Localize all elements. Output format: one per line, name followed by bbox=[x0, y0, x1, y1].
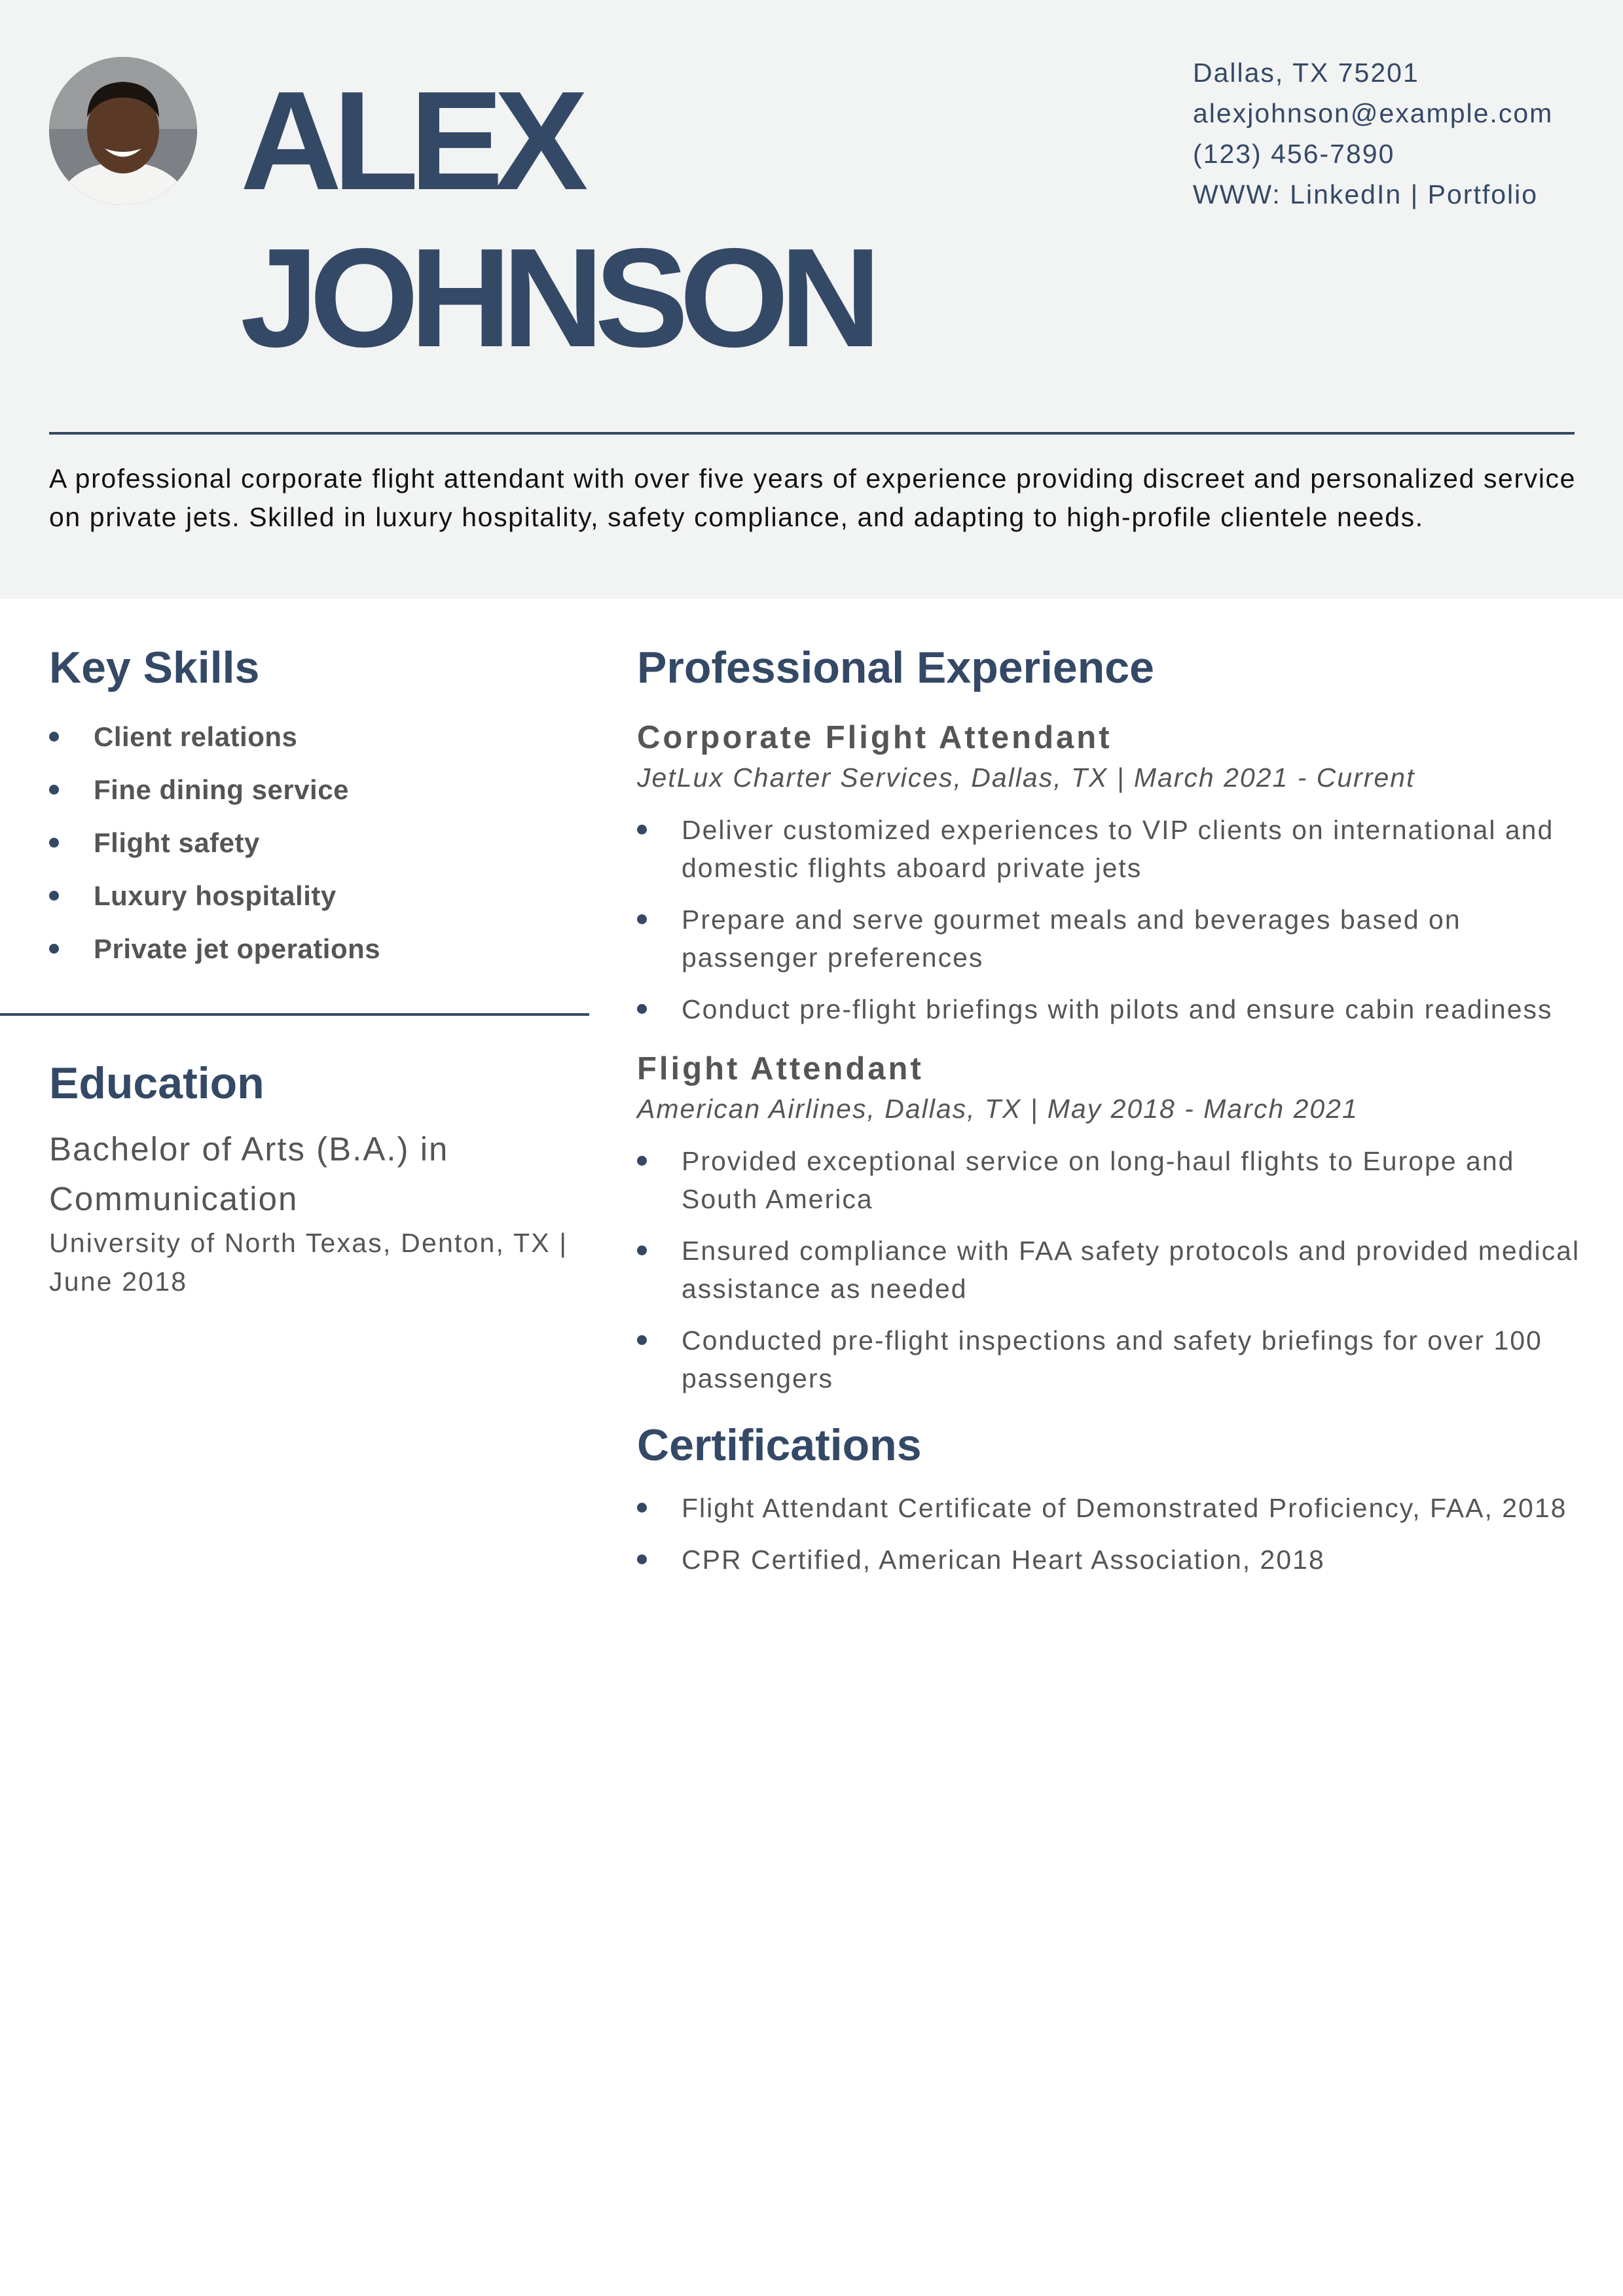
certifications-list bbox=[637, 1489, 1586, 1579]
skill-item bbox=[49, 763, 586, 816]
skill-label: Fine dining service bbox=[94, 774, 349, 805]
skill-item bbox=[49, 922, 586, 975]
contact-location: Dallas, TX 75201 bbox=[1193, 58, 1419, 88]
job-bullet-text: Conduct pre-flight briefings with pilots and ensure cabin readiness bbox=[682, 994, 1553, 1024]
job-bullet bbox=[637, 1321, 1586, 1397]
skills-divider bbox=[0, 1013, 589, 1016]
job-bullet-text: Provided exceptional service on long-haul flights to Europe and South America bbox=[682, 1146, 1515, 1214]
bullet-dot-icon bbox=[49, 891, 59, 901]
job-bullet bbox=[637, 811, 1586, 887]
first-name: ALEX bbox=[240, 62, 579, 219]
education-section bbox=[49, 1054, 586, 1301]
bullet-dot-icon bbox=[637, 1246, 647, 1255]
education-degree: Bachelor of Arts (B.A.) in Communication bbox=[49, 1130, 449, 1217]
bullet-dot-icon bbox=[637, 914, 647, 924]
job-bullet-text: Conducted pre-flight inspections and safety briefings for over 100 passengers bbox=[682, 1325, 1542, 1393]
skill-label: Luxury hospitality bbox=[94, 880, 337, 911]
job-entry bbox=[637, 1048, 1586, 1397]
job-entry bbox=[637, 717, 1586, 1028]
skill-label: Flight safety bbox=[94, 827, 260, 858]
job-bullet bbox=[637, 990, 1586, 1028]
job-bullet-text: Deliver customized experiences to VIP clients on international and domestic flights aboard private jets bbox=[682, 815, 1554, 883]
web-prefix: WWW: bbox=[1193, 179, 1281, 209]
job-bullets bbox=[637, 811, 1586, 1028]
bullet-dot-icon bbox=[49, 838, 59, 848]
job-bullet-text: Ensured compliance with FAA safety protocols and provided medical assistance as needed bbox=[682, 1236, 1580, 1304]
last-name: JOHNSON bbox=[240, 219, 873, 376]
skill-item bbox=[49, 869, 586, 922]
profile-photo bbox=[49, 57, 197, 205]
job-bullets bbox=[637, 1142, 1586, 1397]
bullet-dot-icon bbox=[637, 1156, 647, 1166]
bullet-dot-icon bbox=[637, 1554, 647, 1564]
skill-item bbox=[49, 816, 586, 869]
job-meta: American Airlines, Dallas, TX | May 2018 - March 2021 bbox=[637, 1094, 1359, 1124]
portfolio-link[interactable]: Portfolio bbox=[1427, 179, 1539, 209]
skill-label: Private jet operations bbox=[94, 933, 381, 964]
certification-text: CPR Certified, American Heart Association, 2018 bbox=[682, 1545, 1325, 1575]
job-bullet-text: Prepare and serve gourmet meals and beverages based on passenger preferences bbox=[682, 905, 1461, 973]
bullet-dot-icon bbox=[49, 785, 59, 795]
contact-email[interactable]: alexjohnson@example.com bbox=[1193, 98, 1554, 128]
skill-label: Client relations bbox=[94, 721, 298, 752]
skill-item bbox=[49, 710, 586, 763]
right-column bbox=[637, 638, 1586, 1592]
contact-info bbox=[1193, 52, 1599, 215]
job-bullet bbox=[637, 1232, 1586, 1308]
skills-list bbox=[49, 710, 586, 975]
resume-header bbox=[0, 0, 1623, 599]
bullet-dot-icon bbox=[49, 732, 59, 742]
education-school: University of North Texas, Denton, TX | June 2018 bbox=[49, 1228, 568, 1297]
contact-phone: (123) 456-7890 bbox=[1193, 139, 1395, 169]
certification-item bbox=[637, 1541, 1586, 1579]
bullet-dot-icon bbox=[637, 1503, 647, 1513]
job-bullet bbox=[637, 901, 1586, 977]
certification-item bbox=[637, 1489, 1586, 1527]
contact-web bbox=[1193, 174, 1599, 215]
bullet-dot-icon bbox=[637, 1335, 647, 1345]
linkedin-link[interactable]: LinkedIn bbox=[1290, 179, 1402, 209]
job-meta: JetLux Charter Services, Dallas, TX | March 2021 - Current bbox=[637, 762, 1415, 793]
left-column bbox=[49, 638, 586, 975]
bullet-dot-icon bbox=[637, 1004, 647, 1014]
experience-heading: Professional Experience bbox=[637, 643, 1154, 692]
job-title: Corporate Flight Attendant bbox=[637, 720, 1112, 755]
candidate-name bbox=[240, 62, 872, 376]
bullet-dot-icon bbox=[49, 944, 59, 954]
person-photo-icon bbox=[49, 57, 197, 205]
job-title: Flight Attendant bbox=[637, 1051, 924, 1086]
bullet-dot-icon bbox=[637, 825, 647, 834]
education-heading: Education bbox=[49, 1058, 264, 1108]
skills-heading: Key Skills bbox=[49, 643, 260, 692]
certifications-heading: Certifications bbox=[637, 1420, 922, 1470]
certification-text: Flight Attendant Certificate of Demonstrated Proficiency, FAA, 2018 bbox=[682, 1493, 1567, 1523]
professional-summary: A professional corporate flight attendant with over five years of experience providing discreet and personalized service on private jets. Skilled in luxury hospitality, safety compliance, and adapting to high-profile clientele needs. bbox=[49, 463, 1577, 532]
header-divider bbox=[49, 432, 1575, 435]
web-separator: | bbox=[1410, 179, 1419, 209]
job-bullet bbox=[637, 1142, 1586, 1218]
